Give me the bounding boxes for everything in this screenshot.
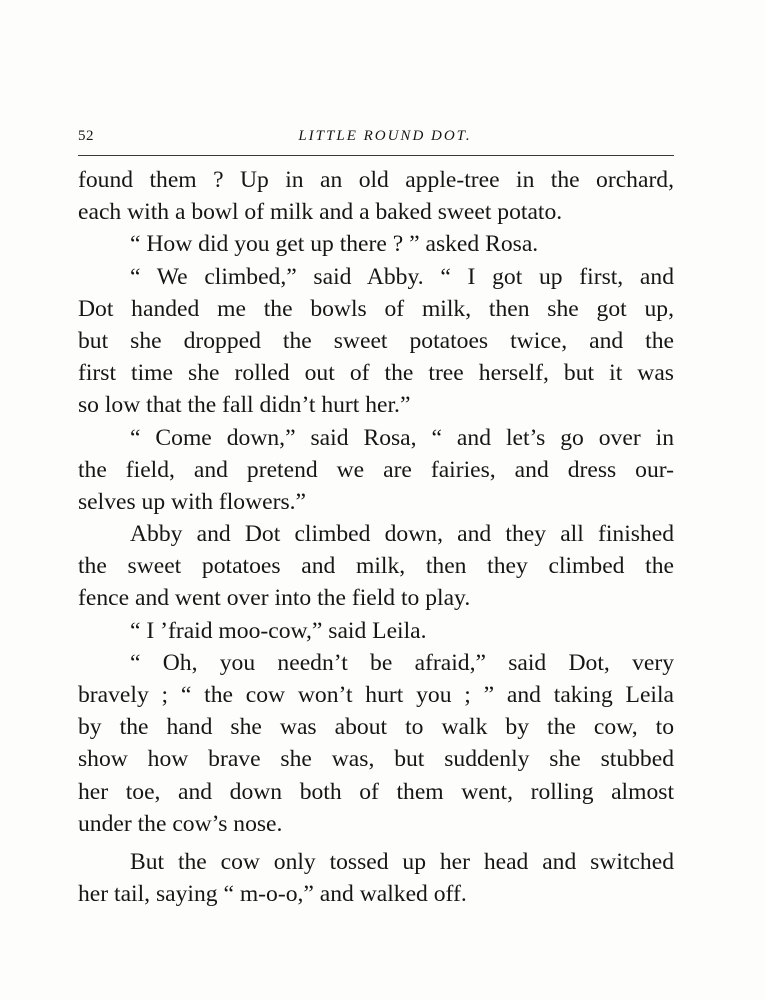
text-line: by the hand she was about to walk by the cow, to bbox=[78, 714, 674, 741]
text-line: bravely ; “ the cow won’t hurt you ; ” and taking Leila bbox=[78, 682, 674, 708]
text-line: so low that the fall didn’t hurt her.” bbox=[78, 392, 411, 419]
text-line: her toe, and down both of them went, rolling almost bbox=[78, 778, 674, 805]
running-head bbox=[78, 128, 672, 150]
text-line: each with a bowl of milk and a baked sweet potato. bbox=[78, 199, 563, 226]
text-line: “ Come down,” said Rosa, “ and let’s go over in bbox=[130, 424, 674, 451]
text-line: Dot handed me the bowls of milk, then she got up, bbox=[78, 295, 674, 322]
text-line: the sweet potatoes and milk, then they climbed the bbox=[78, 553, 674, 580]
running-title: LITTLE ROUND DOT. bbox=[298, 128, 472, 144]
text-line: first time she rolled out of the tree herself, but it was bbox=[78, 360, 674, 387]
text-line: the field, and pretend we are fairies, and dress our- bbox=[78, 456, 674, 483]
text-line: “ How did you get up there ? ” asked Rosa. bbox=[130, 231, 539, 258]
text-line: but she dropped the sweet potatoes twice, and the bbox=[78, 327, 674, 354]
text-line: “ Oh, you needn’t be afraid,” said Dot, very bbox=[130, 649, 674, 676]
header-rule bbox=[78, 155, 674, 156]
text-line: under the cow’s nose. bbox=[78, 810, 283, 837]
text-line: her tail, saying “ m-o-o,” and walked off. bbox=[78, 881, 467, 908]
text-line: “ We climbed,” said Abby. “ I got up first, and bbox=[130, 263, 674, 290]
text-line: found them ? Up in an old apple-tree in the orchard, bbox=[78, 167, 674, 193]
text-line: show how brave she was, but suddenly she stubbed bbox=[78, 746, 674, 773]
text-line: Abby and Dot climbed down, and they all finished bbox=[130, 521, 674, 548]
body-text bbox=[78, 164, 674, 910]
text-line: But the cow only tossed up her head and switched bbox=[130, 848, 674, 875]
text-line: selves up with flowers.” bbox=[78, 488, 307, 515]
page-number: 52 bbox=[78, 128, 94, 144]
text-line: “ I ’fraid moo-cow,” said Leila. bbox=[130, 617, 427, 644]
text-line: fence and went over into the field to play. bbox=[78, 585, 471, 612]
